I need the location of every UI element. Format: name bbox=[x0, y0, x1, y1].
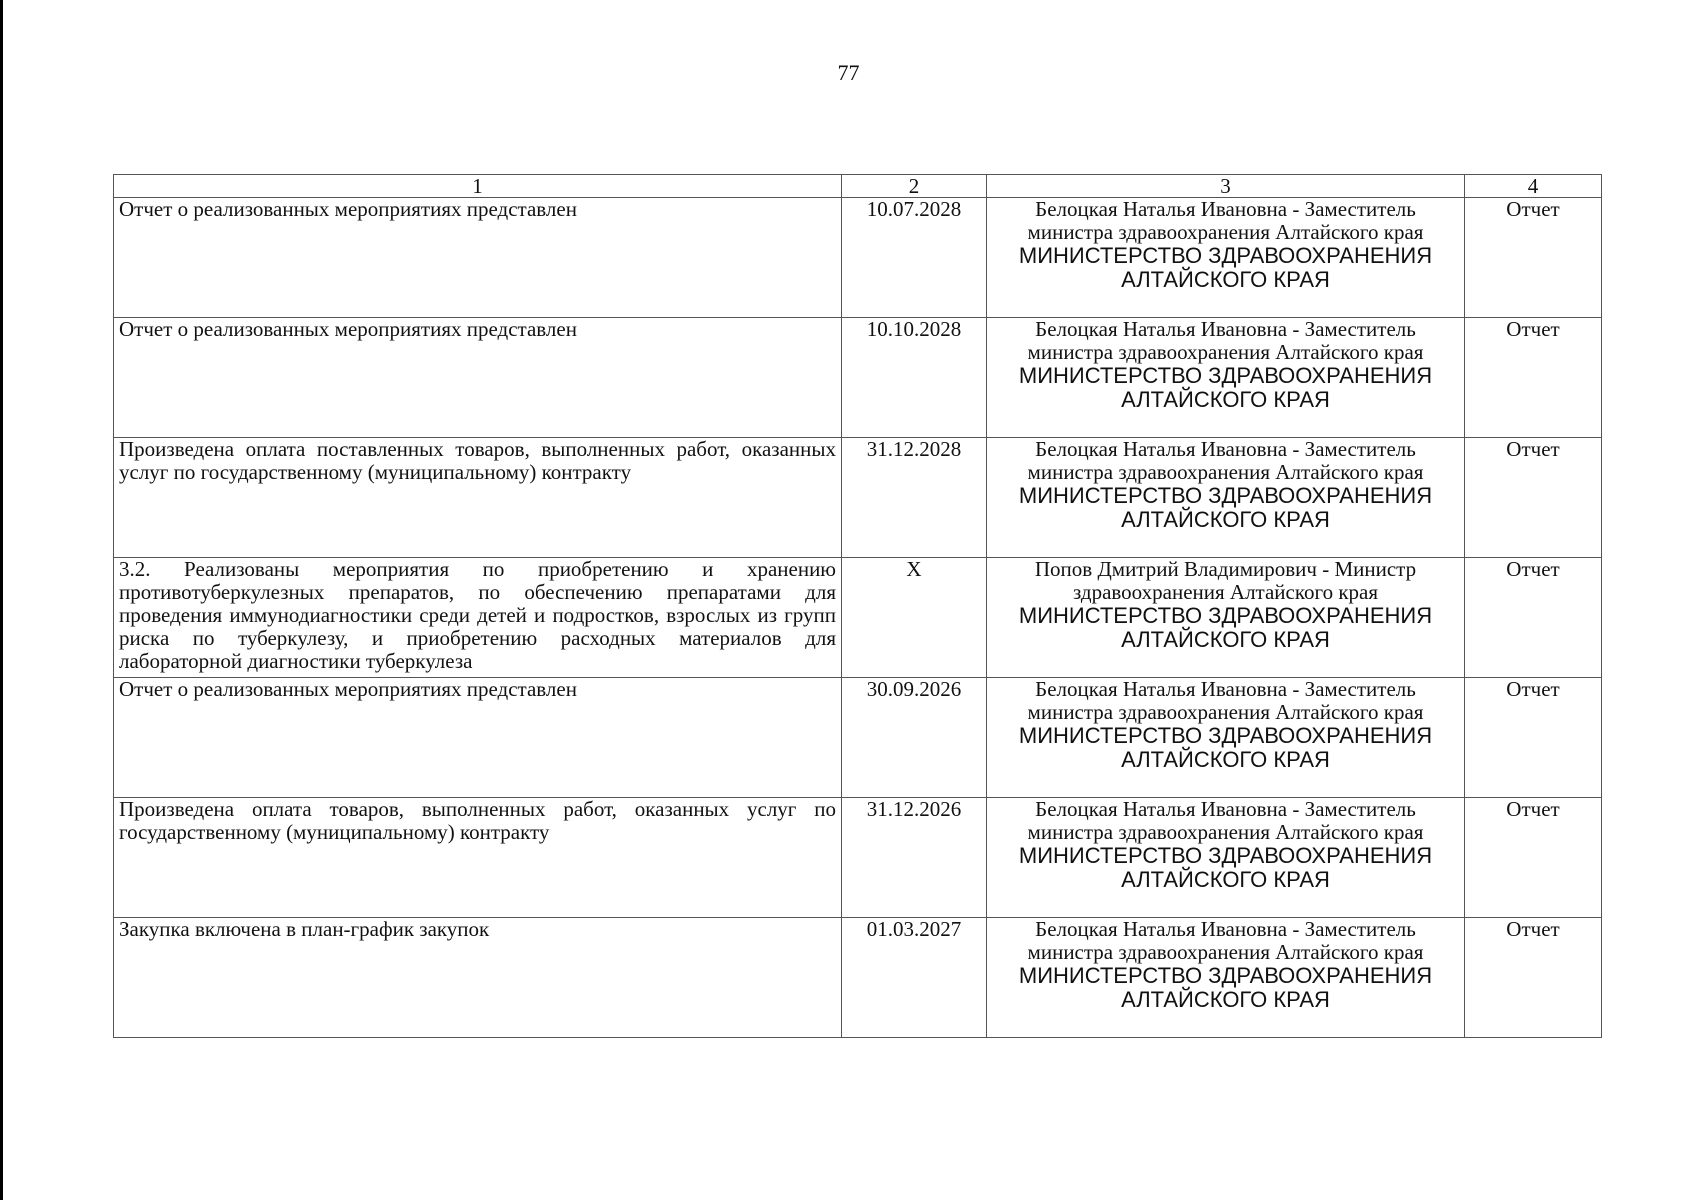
responsible-cell bbox=[987, 558, 1465, 678]
table-row bbox=[114, 198, 1602, 318]
date-cell: 31.12.2026 bbox=[842, 798, 987, 918]
date-cell: 31.12.2028 bbox=[842, 438, 987, 558]
table-header bbox=[114, 175, 1602, 198]
plan-table bbox=[113, 174, 1602, 1038]
responsible-cell bbox=[987, 318, 1465, 438]
result-cell: Отчет о реализованных мероприятиях представлен bbox=[114, 318, 842, 438]
responsible-org: МИНИСТЕРСТВО ЗДРАВООХРАНЕНИЯ АЛТАЙСКОГО КРАЯ bbox=[1018, 363, 1433, 412]
responsible-cell bbox=[987, 918, 1465, 1038]
responsible-org: МИНИСТЕРСТВО ЗДРАВООХРАНЕНИЯ АЛТАЙСКОГО КРАЯ bbox=[1018, 243, 1433, 292]
table-row bbox=[114, 438, 1602, 558]
responsible-person: Белоцкая Наталья Ивановна - Заместитель министра здравоохранения Алтайского края bbox=[1027, 677, 1424, 724]
document-cell: Отчет bbox=[1465, 198, 1602, 318]
table-row bbox=[114, 798, 1602, 918]
responsible-person: Попов Дмитрий Владимирович - Министр здравоохранения Алтайского края bbox=[1034, 557, 1417, 604]
table-row bbox=[114, 558, 1602, 678]
date-cell: 01.03.2027 bbox=[842, 918, 987, 1038]
date-cell: 30.09.2026 bbox=[842, 678, 987, 798]
result-cell: Закупка включена в план-график закупок bbox=[114, 918, 842, 1038]
table-row bbox=[114, 318, 1602, 438]
header-row bbox=[114, 175, 1602, 198]
table-row bbox=[114, 678, 1602, 798]
document-cell: Отчет bbox=[1465, 438, 1602, 558]
responsible-person: Белоцкая Наталья Ивановна - Заместитель министра здравоохранения Алтайского края bbox=[1027, 797, 1424, 844]
result-cell: Произведена оплата поставленных товаров, выполненных работ, оказанных услуг по государственному (муниципальному) контракту bbox=[114, 438, 842, 558]
table-row bbox=[114, 918, 1602, 1038]
responsible-org: МИНИСТЕРСТВО ЗДРАВООХРАНЕНИЯ АЛТАЙСКОГО КРАЯ bbox=[1018, 963, 1433, 1012]
header-col-1: 1 bbox=[114, 175, 842, 198]
document-cell: Отчет bbox=[1465, 318, 1602, 438]
document-cell: Отчет bbox=[1465, 798, 1602, 918]
responsible-cell bbox=[987, 678, 1465, 798]
result-cell: Отчет о реализованных мероприятиях представлен bbox=[114, 198, 842, 318]
result-cell: Произведена оплата товаров, выполненных работ, оказанных услуг по государственному (муниципальному) контракту bbox=[114, 798, 842, 918]
responsible-cell bbox=[987, 198, 1465, 318]
responsible-cell bbox=[987, 798, 1465, 918]
header-col-4: 4 bbox=[1465, 175, 1602, 198]
document-cell: Отчет bbox=[1465, 558, 1602, 678]
header-col-2: 2 bbox=[842, 175, 987, 198]
document-cell: Отчет bbox=[1465, 678, 1602, 798]
responsible-person: Белоцкая Наталья Ивановна - Заместитель министра здравоохранения Алтайского края bbox=[1027, 917, 1424, 964]
responsible-org: МИНИСТЕРСТВО ЗДРАВООХРАНЕНИЯ АЛТАЙСКОГО КРАЯ bbox=[1018, 603, 1433, 652]
date-cell: 10.07.2028 bbox=[842, 198, 987, 318]
date-cell: X bbox=[842, 558, 987, 678]
date-cell: 10.10.2028 bbox=[842, 318, 987, 438]
responsible-person: Белоцкая Наталья Ивановна - Заместитель министра здравоохранения Алтайского края bbox=[1027, 317, 1424, 364]
responsible-org: МИНИСТЕРСТВО ЗДРАВООХРАНЕНИЯ АЛТАЙСКОГО КРАЯ bbox=[1018, 483, 1433, 532]
header-col-3: 3 bbox=[987, 175, 1465, 198]
table-body bbox=[114, 198, 1602, 1038]
result-cell: Отчет о реализованных мероприятиях представлен bbox=[114, 678, 842, 798]
document-cell: Отчет bbox=[1465, 918, 1602, 1038]
page-number: 77 bbox=[837, 60, 860, 85]
responsible-cell bbox=[987, 438, 1465, 558]
responsible-person: Белоцкая Наталья Ивановна - Заместитель министра здравоохранения Алтайского края bbox=[1027, 437, 1424, 484]
scan-edge bbox=[0, 0, 3, 1200]
result-cell: 3.2. Реализованы мероприятия по приобретению и хранению противотуберкулезных препаратов, по обеспечению препаратами для проведения иммунодиагностики среди детей и подростков, взрослых из групп риска по туберкулезу, и приобретению расходных материалов для лабораторной диагностики туберкулеза bbox=[114, 558, 842, 678]
responsible-org: МИНИСТЕРСТВО ЗДРАВООХРАНЕНИЯ АЛТАЙСКОГО КРАЯ bbox=[1018, 843, 1433, 892]
responsible-person: Белоцкая Наталья Ивановна - Заместитель министра здравоохранения Алтайского края bbox=[1027, 197, 1424, 244]
responsible-org: МИНИСТЕРСТВО ЗДРАВООХРАНЕНИЯ АЛТАЙСКОГО КРАЯ bbox=[1018, 723, 1433, 772]
